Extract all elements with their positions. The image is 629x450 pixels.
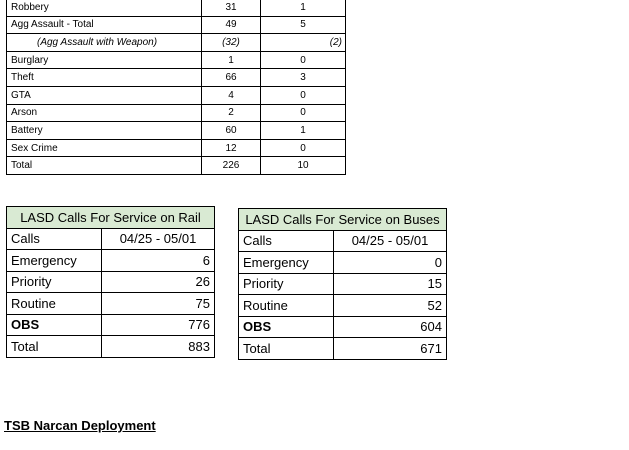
crime-arrests: 0	[261, 104, 346, 122]
table-row	[7, 271, 215, 293]
buses-calls-table	[238, 208, 447, 360]
rail-calls-body	[7, 207, 215, 358]
crime-label: Total	[7, 157, 202, 175]
crime-arrests: 1	[261, 122, 346, 140]
row-label: Priority	[7, 271, 102, 293]
table-row	[239, 273, 447, 295]
narcan-deployment-heading: TSB Narcan Deployment	[4, 418, 156, 433]
table-row	[7, 34, 346, 52]
crime-count: (32)	[202, 34, 261, 52]
crime-stats-body	[7, 0, 346, 174]
crime-count: 31	[202, 0, 261, 16]
rail-calls-table	[6, 206, 215, 358]
table-row	[7, 69, 346, 87]
crime-label: Theft	[7, 69, 202, 87]
crime-count: 49	[202, 16, 261, 34]
crime-count: 2	[202, 104, 261, 122]
table-row	[7, 139, 346, 157]
buses-calls-body	[239, 209, 447, 360]
row-label: Total	[239, 338, 334, 360]
rail-table-title: LASD Calls For Service on Rail	[7, 207, 215, 229]
crime-count: 4	[202, 86, 261, 104]
row-value: 776	[102, 314, 215, 336]
table-row	[7, 0, 346, 16]
row-value: 26	[102, 271, 215, 293]
row-label: Routine	[239, 295, 334, 317]
table-row	[7, 157, 346, 175]
crime-label: Arson	[7, 104, 202, 122]
crime-label: Sex Crime	[7, 139, 202, 157]
row-value: 604	[334, 316, 447, 338]
crime-arrests: 3	[261, 69, 346, 87]
table-header-row	[7, 207, 215, 229]
buses-table-title: LASD Calls For Service on Buses	[239, 209, 447, 231]
crime-arrests: 1	[261, 0, 346, 16]
row-label: Calls	[239, 230, 334, 252]
table-row	[7, 104, 346, 122]
crime-label: Robbery	[7, 0, 202, 16]
row-label: Total	[7, 336, 102, 358]
table-row	[7, 250, 215, 272]
crime-arrests: 0	[261, 86, 346, 104]
row-label: Routine	[7, 293, 102, 315]
row-value: 75	[102, 293, 215, 315]
crime-label: Agg Assault - Total	[7, 16, 202, 34]
table-row	[7, 336, 215, 358]
crime-count: 66	[202, 69, 261, 87]
table-row	[7, 16, 346, 34]
table-row	[7, 51, 346, 69]
table-row	[239, 230, 447, 252]
crime-arrests: 0	[261, 51, 346, 69]
row-value: 04/25 - 05/01	[334, 230, 447, 252]
row-value: 671	[334, 338, 447, 360]
crime-count: 226	[202, 157, 261, 175]
crime-arrests: (2)	[261, 34, 346, 52]
table-row	[7, 314, 215, 336]
table-row	[239, 252, 447, 274]
crime-count: 1	[202, 51, 261, 69]
row-label: OBS	[239, 316, 334, 338]
row-value: 04/25 - 05/01	[102, 228, 215, 250]
table-row	[7, 293, 215, 315]
row-label: Calls	[7, 228, 102, 250]
row-label: Priority	[239, 273, 334, 295]
table-row	[239, 338, 447, 360]
crime-label: (Agg Assault with Weapon)	[7, 34, 202, 52]
row-label: OBS	[7, 314, 102, 336]
crime-arrests: 5	[261, 16, 346, 34]
crime-label: Battery	[7, 122, 202, 140]
crime-arrests: 0	[261, 139, 346, 157]
crime-count: 60	[202, 122, 261, 140]
table-row	[239, 295, 447, 317]
table-row	[7, 122, 346, 140]
row-value: 0	[334, 252, 447, 274]
crime-label: Burglary	[7, 51, 202, 69]
table-row	[7, 86, 346, 104]
table-header-row	[239, 209, 447, 231]
row-value: 6	[102, 250, 215, 272]
crime-count: 12	[202, 139, 261, 157]
table-row	[7, 228, 215, 250]
table-row	[239, 316, 447, 338]
row-label: Emergency	[7, 250, 102, 272]
crime-stats-table	[6, 0, 346, 175]
crime-label: GTA	[7, 86, 202, 104]
row-label: Emergency	[239, 252, 334, 274]
row-value: 15	[334, 273, 447, 295]
row-value: 52	[334, 295, 447, 317]
crime-arrests: 10	[261, 157, 346, 175]
row-value: 883	[102, 336, 215, 358]
